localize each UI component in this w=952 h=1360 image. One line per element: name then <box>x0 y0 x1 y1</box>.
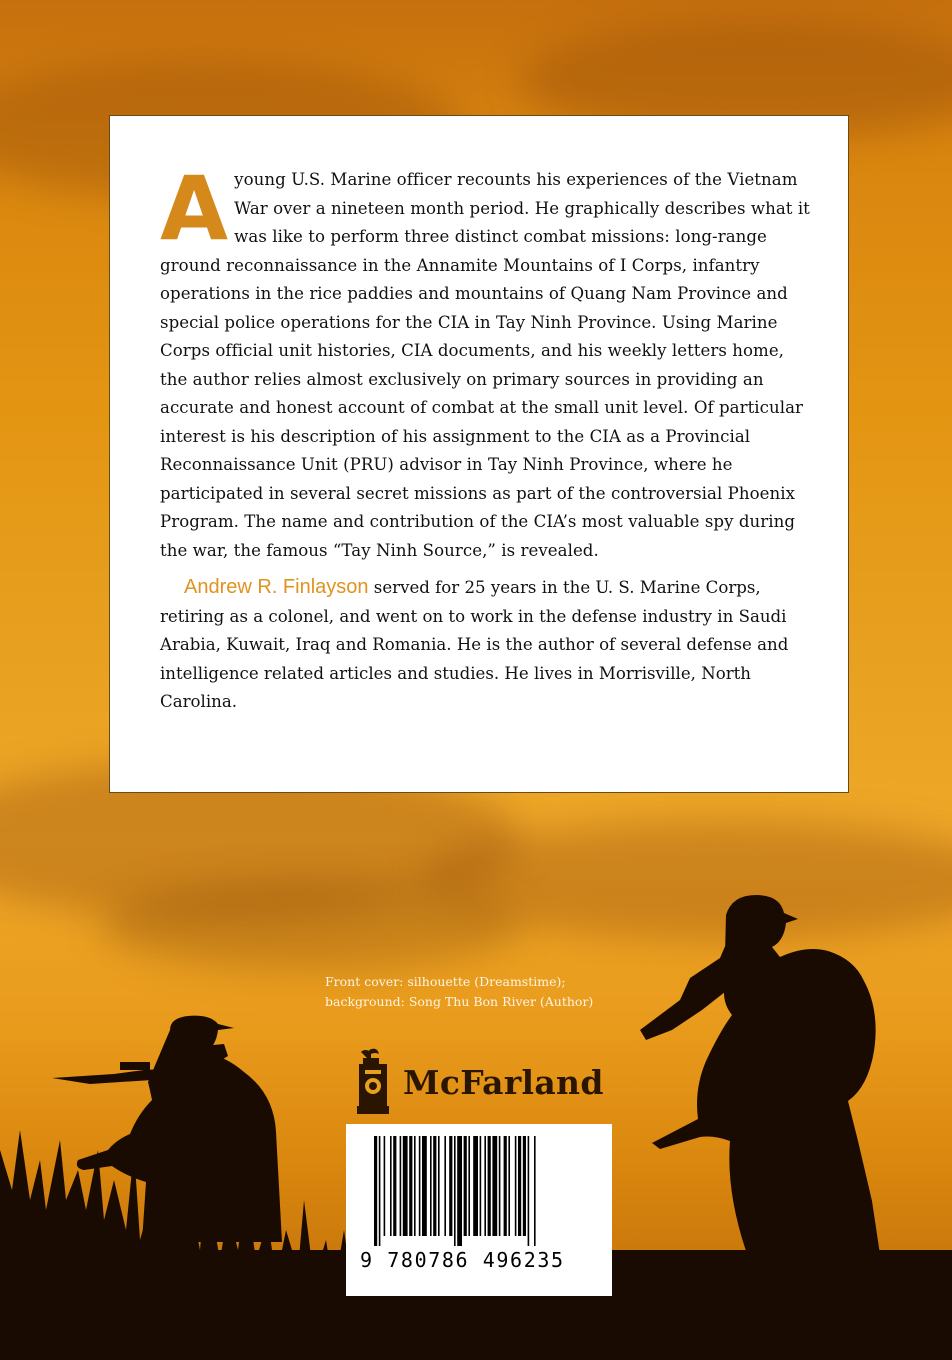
barcode-bar <box>488 1136 491 1236</box>
barcode-bar <box>444 1136 446 1236</box>
barcode-bars <box>346 1124 612 1254</box>
barcode-bar <box>449 1136 452 1236</box>
book-description <box>160 157 814 565</box>
barcode-bar <box>409 1136 412 1236</box>
image-credits <box>325 972 593 1012</box>
barcode-bar <box>473 1136 478 1236</box>
barcode-bar <box>480 1136 482 1236</box>
isbn-number: 9 780786 496235 <box>360 1248 565 1272</box>
barcode-bar <box>492 1136 497 1236</box>
publisher-logo <box>355 1048 604 1116</box>
barcode-bar <box>430 1136 432 1236</box>
barcode-bar <box>374 1136 377 1246</box>
barcode-bar <box>499 1136 501 1236</box>
publisher-name: McFarland <box>403 1062 604 1102</box>
barcode-bar <box>534 1136 536 1246</box>
barcode-bar <box>484 1136 486 1236</box>
isbn-barcode <box>346 1124 612 1296</box>
barcode-bar <box>438 1136 440 1236</box>
barcode-bar <box>379 1136 381 1246</box>
barcode-bar <box>454 1136 456 1246</box>
author-bio <box>160 573 814 717</box>
barcode-bar <box>433 1136 436 1236</box>
barcode-bar <box>515 1136 517 1236</box>
barcode-bar <box>457 1136 462 1246</box>
author-name: Andrew R. Finlayson <box>184 576 369 598</box>
description-text: young U.S. Marine officer recounts his experiences of the Vietnam War over a nineteen month period. He graphically describes what it was like to perform three distinct combat missions: long-range ground reconnaissance in the Annamite Mountains of I Corps, infantry operations in the rice paddies and mountains of Quang Nam Province and special police operations for the CIA in Tay Ninh Province. Using Marine Corps official unit histories, CIA documents, and his weekly letters home, the author relies almost exclusively on primary sources in providing an accurate and honest account of combat at the small unit level. Of particular interest is his description of his assignment to the CIA as a Provincial Reconnaissance Unit (PRU) advisor in Tay Ninh Province, where he participated in several secret missions as part of the controversial Phoenix Program. The name and contribution of the CIA’s most valuable spy during the war, the famous “Tay Ninh Source,” is revealed. <box>160 170 810 560</box>
barcode-bar <box>508 1136 510 1236</box>
drop-cap: A <box>160 157 229 260</box>
barcode-bar <box>393 1136 396 1236</box>
lantern-icon <box>355 1048 391 1116</box>
barcode-bar <box>414 1136 416 1236</box>
description-panel <box>109 115 849 793</box>
barcode-bar <box>400 1136 402 1236</box>
credit-line-front: Front cover: silhouette (Dreamstime); <box>325 974 566 989</box>
barcode-bar <box>468 1136 470 1236</box>
barcode-bar <box>422 1136 427 1236</box>
barcode-bar <box>504 1136 507 1236</box>
barcode-bar <box>518 1136 521 1236</box>
barcode-bar <box>403 1136 408 1236</box>
bio-text: served for 25 years in the U. S. Marine Corps, retiring as a colonel, and went on to work in the defense industry in Saudi Arabia, Kuwait, Iraq and Romania. He is the author of several defense and intelligence related articles and studies. He lives in Morrisville, North Carolina. <box>160 578 789 711</box>
barcode-bar <box>390 1136 392 1236</box>
barcode-bar <box>419 1136 421 1236</box>
barcode-bar <box>384 1136 386 1236</box>
barcode-bar <box>464 1136 467 1236</box>
credit-line-background: background: Song Thu Bon River (Author) <box>325 994 594 1009</box>
barcode-bar <box>523 1136 526 1236</box>
barcode-bar <box>528 1136 530 1246</box>
